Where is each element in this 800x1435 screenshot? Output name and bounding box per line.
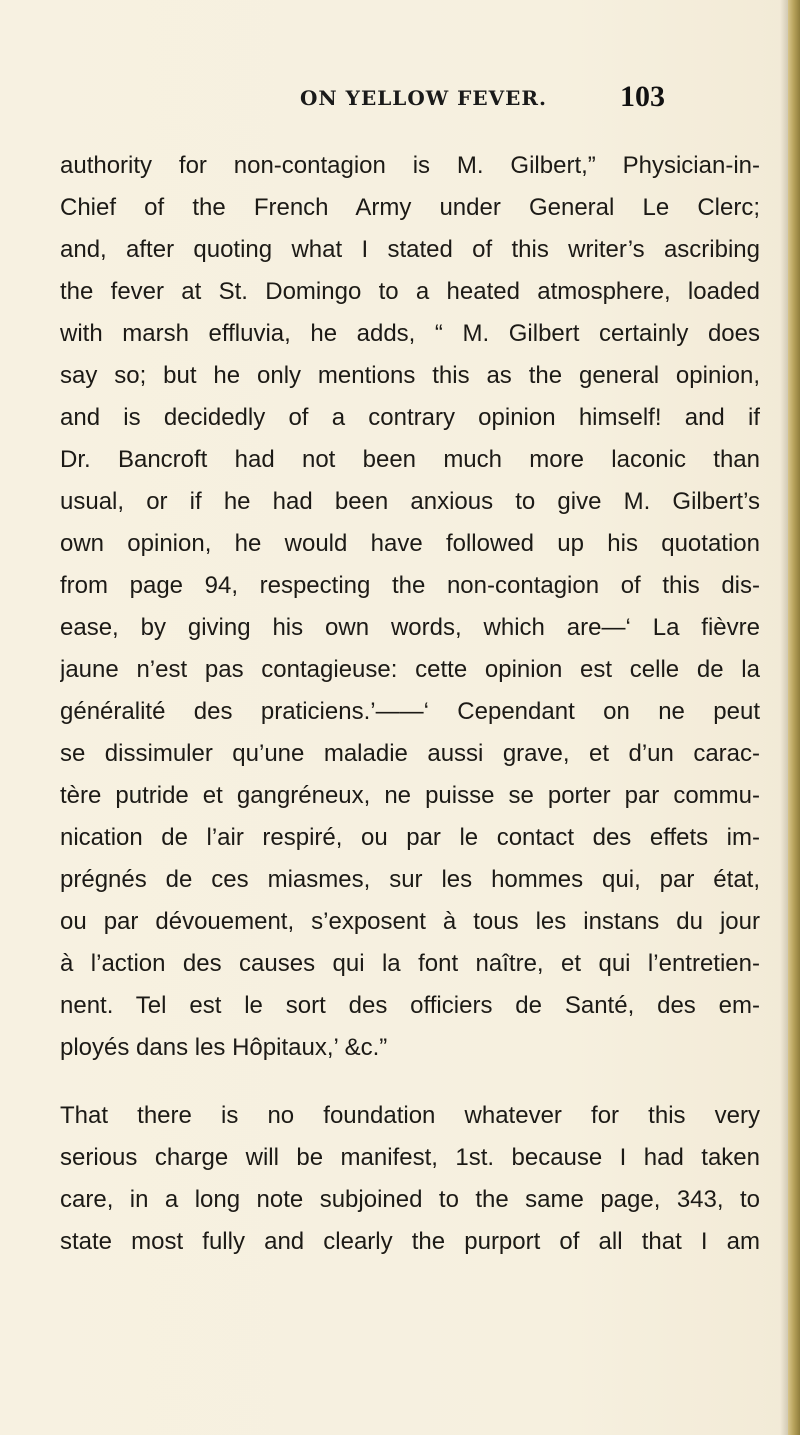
- text-line: the fever at St. Domingo to a heated atmosphere, loaded: [60, 278, 760, 305]
- page-header: [0, 80, 800, 126]
- text-line: se dissimuler qu’une maladie aussi grave, et d’un carac-: [60, 740, 760, 767]
- text-line: nent. Tel est le sort des officiers de Santé, des em-: [60, 992, 760, 1019]
- text-line: à l’action des causes qui la font naître, et qui l’entretien-: [60, 950, 760, 977]
- text-line: prégnés de ces miasmes, sur les hommes qui, par état,: [60, 866, 760, 893]
- page-edge: [788, 0, 800, 1435]
- paragraph-gap: [60, 1069, 760, 1095]
- text-line: serious charge will be manifest, 1st. because I had taken: [60, 1144, 760, 1171]
- text-line: and, after quoting what I stated of this writer’s ascribing: [60, 236, 760, 263]
- text-line: and is decidedly of a contrary opinion himself! and if: [60, 404, 760, 431]
- body-text: [60, 145, 760, 1263]
- text-line: Dr. Bancroft had not been much more laconic than: [60, 446, 760, 473]
- text-line: ease, by giving his own words, which are—‘ La fièvre: [60, 614, 760, 641]
- text-line: from page 94, respecting the non-contagion of this dis-: [60, 572, 760, 599]
- text-line: That there is no foundation whatever for this very: [60, 1102, 760, 1129]
- text-line: say so; but he only mentions this as the general opinion,: [60, 362, 760, 389]
- text-line: ou par dévouement, s’exposent à tous les instans du jour: [60, 908, 760, 935]
- text-line: state most fully and clearly the purport of all that I am: [60, 1228, 760, 1255]
- text-line: care, in a long note subjoined to the same page, 343, to: [60, 1186, 760, 1213]
- paragraph-1: [60, 145, 760, 1069]
- text-line: authority for non-contagion is M. Gilbert,” Physician-in-: [60, 152, 760, 179]
- page-edge-shadow: [780, 0, 788, 1435]
- text-line: généralité des praticiens.’——‘ Cependant on ne peut: [60, 698, 760, 725]
- text-line: own opinion, he would have followed up his quotation: [60, 530, 760, 557]
- text-line: ployés dans les Hôpitaux,’ &c.”: [60, 1034, 388, 1061]
- paragraph-2: [60, 1095, 760, 1263]
- text-line: tère putride et gangréneux, ne puisse se porter par commu-: [60, 782, 760, 809]
- text-line: usual, or if he had been anxious to give M. Gilbert’s: [60, 488, 760, 515]
- text-line: jaune n’est pas contagieuse: cette opinion est celle de la: [60, 656, 760, 683]
- running-head: ON YELLOW FEVER.: [300, 86, 547, 110]
- text-line: Chief of the French Army under General Le Clerc;: [60, 194, 760, 221]
- text-line: with marsh effluvia, he adds, “ M. Gilbert certainly does: [60, 320, 760, 347]
- page-number: 103: [620, 80, 665, 113]
- text-line: nication de l’air respiré, ou par le contact des effets im-: [60, 824, 760, 851]
